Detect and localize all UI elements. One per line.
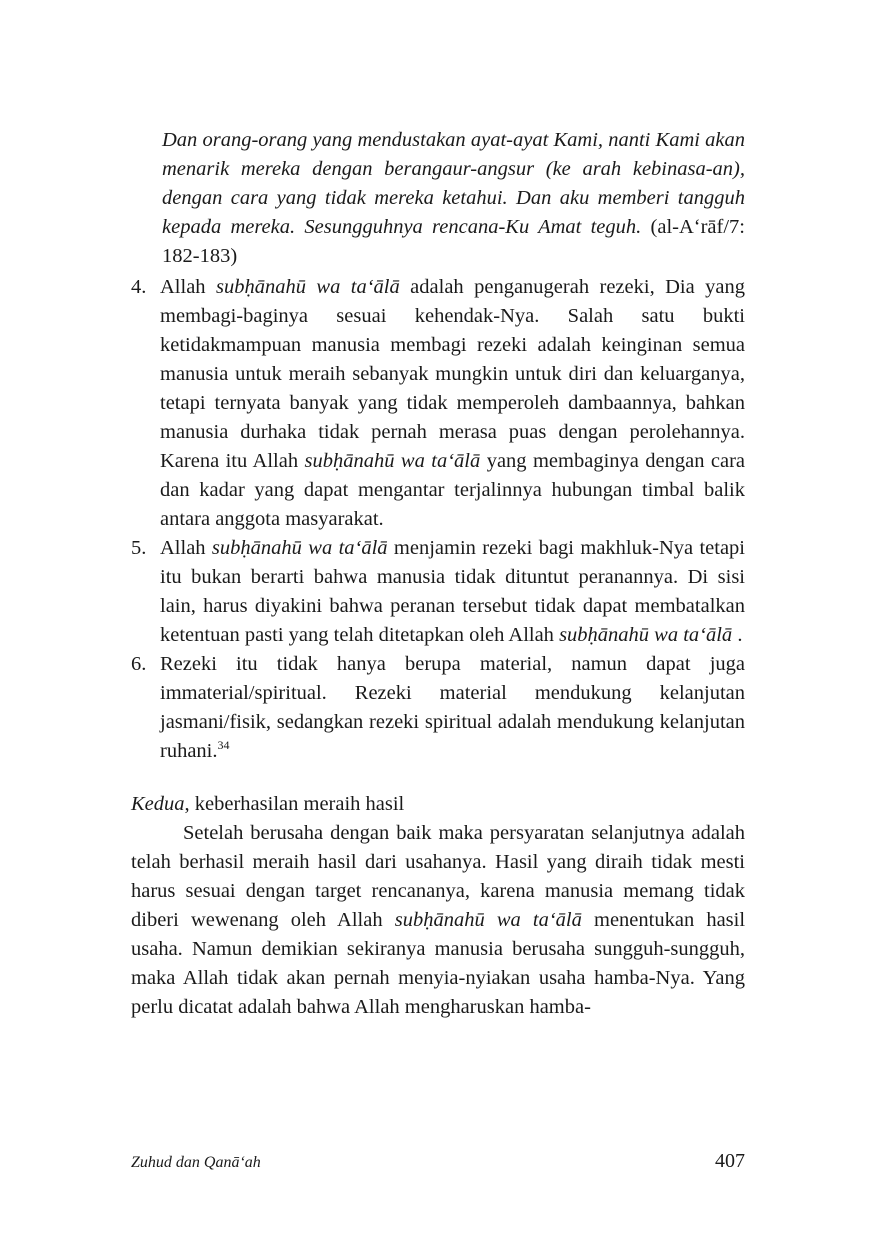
body-paragraph: Setelah berusaha dengan baik maka persyaratan selanjutnya adalah telah berhasil meraih hasil dari usahanya. Hasil yang diraih tidak mesti harus sesuai dengan target rencananya, karena manusia memang tidak diberi wewenang oleh Allah subḥānahū wa ta‘ālā menentukan hasil usaha. Namun demikian sekiranya manusia berusaha sungguh-sungguh, maka Allah tidak akan pernah menyia-nyiakan usaha hamba-Nya. Yang perlu dicatat adalah bahwa Allah mengharuskan hamba- [131, 822, 746, 1018]
footnote-marker: 34 [217, 738, 230, 752]
quran-translation-quote [162, 126, 745, 271]
list-item: 4. Allah subḥānahū wa ta‘ālā adalah penganugerah rezeki, Dia yang membagi-baginya sesuai kehendak-Nya. Salah satu bukti ketidakmampuan manusia membagi rezeki adalah keinginan semua manusia untuk meraih sebanyak mungkin untuk diri dan keluarganya, tetapi ternyata banyak yang tidak memperoleh dambaannya, bahkan manusia durhaka tidak pernah merasa puas dengan perolehannya. Karena itu Allah subḥānahū wa ta‘ālā yang membaginya dengan cara dan kadar yang dapat mengantar terjalinnya hubungan timbal balik antara anggota masyarakat. [131, 273, 745, 534]
arabic-term: subḥānahū wa ta‘ālā [215, 276, 400, 298]
page-number: 407 [715, 1150, 745, 1172]
section-heading: Kedua, keberhasilan meraih hasil [131, 793, 405, 815]
list-item-number: 6. [131, 653, 147, 675]
list-item: 6. Rezeki itu tidak hanya berupa material, namun dapat juga immaterial/spiritual. Rezeki material mendukung kelanjutan jasmani/fisik, sedangkan rezeki spiritual adalah mendukung kelanjutan ruhani.$^{34}$ [131, 650, 745, 766]
page-content [131, 126, 745, 1022]
running-footer-title: Zuhud dan Qanā‘ah [131, 1154, 261, 1171]
arabic-term: subḥānahū wa ta‘ālā [559, 624, 733, 646]
list-item: 5. Allah subḥānahū wa ta‘ālā menjamin rezeki bagi makhluk-Nya tetapi itu bukan berarti bahwa manusia tidak dituntut peranannya. Di sisi lain, harus diyakini bahwa peranan tersebut tidak dapat membatalkan ketentuan pasti yang telah ditetapkan oleh Allah subḥānahū wa ta‘ālā . [131, 534, 745, 650]
numbered-list [131, 273, 745, 766]
quote-reference: (al-A‘rāf/7: 182-183) [162, 216, 745, 267]
list-item-number: 4. [131, 276, 147, 298]
list-item-number: 5. [131, 537, 147, 559]
arabic-term: subḥānahū wa ta‘ālā [304, 450, 481, 472]
quote-text: Dan orang-orang yang mendustakan ayat-ayat Kami, nanti Kami akan menarik mereka dengan berangaur-angsur (ke arah kebinasa-an), dengan cara yang tidak mereka ketahui. Dan aku memberi tangguh kepada mereka. Sesungguhnya rencana-Ku Amat teguh. [162, 129, 745, 238]
page-footer [131, 1150, 745, 1173]
arabic-term: subḥānahū wa ta‘ālā [211, 537, 388, 559]
arabic-term: subḥānahū wa ta‘ālā [394, 909, 582, 931]
